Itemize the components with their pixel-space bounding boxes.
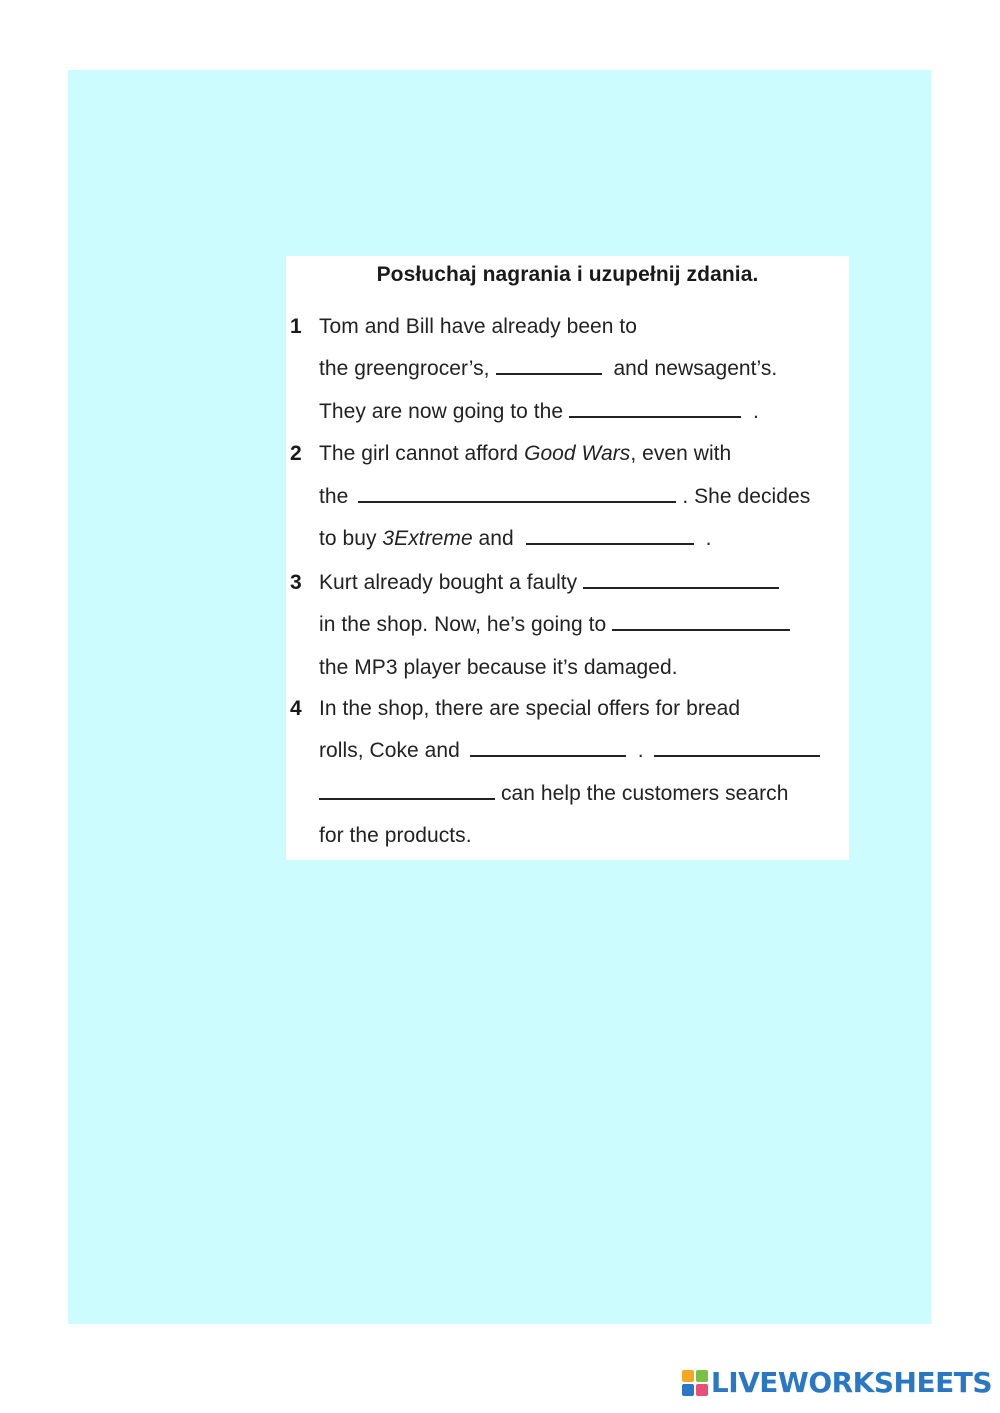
item-4-text: for the products. xyxy=(319,824,472,847)
item-2-line-1 xyxy=(319,442,731,466)
liveworksheets-logo xyxy=(682,1366,992,1399)
item-1-text: the greengrocer’s, xyxy=(319,357,490,380)
worksheet-page xyxy=(68,70,931,1324)
item-2-text: . She decides xyxy=(682,485,811,508)
item-1-text: They are now going to the xyxy=(319,400,564,423)
item-2-text: , even with xyxy=(630,442,732,465)
item-4-line-2 xyxy=(319,739,826,763)
item-2-line-2 xyxy=(319,485,810,509)
answer-blank-2a[interactable] xyxy=(358,485,676,503)
item-3-line-2 xyxy=(319,613,796,637)
item-4-text: . xyxy=(631,739,644,762)
item-2-text: . xyxy=(699,527,712,550)
item-number-1: 1 xyxy=(290,315,302,338)
item-4-line-4 xyxy=(319,824,472,848)
game-title-text: 3Extreme xyxy=(382,527,473,550)
item-2-text: The girl cannot afford xyxy=(319,442,525,465)
item-4-line-3 xyxy=(319,782,788,806)
exercise-card xyxy=(286,256,849,860)
item-3-line-1 xyxy=(319,571,785,595)
badge-tile xyxy=(682,1384,694,1396)
answer-blank-3a[interactable] xyxy=(583,571,779,589)
item-2-line-3 xyxy=(319,527,712,551)
answer-blank-4a[interactable] xyxy=(470,739,626,757)
answer-blank-1b[interactable] xyxy=(569,400,741,418)
answer-blank-1a[interactable] xyxy=(496,357,602,375)
item-1-line-2 xyxy=(319,357,777,381)
badge-tile xyxy=(696,1370,708,1382)
item-4-text: can help the customers search xyxy=(501,782,789,805)
answer-blank-4c[interactable] xyxy=(319,782,495,800)
badge-tile xyxy=(696,1384,708,1396)
answer-blank-4b[interactable] xyxy=(654,739,820,757)
item-3-text: in the shop. Now, he’s going to xyxy=(319,613,607,636)
answer-blank-2b[interactable] xyxy=(526,527,694,545)
item-3-text: Kurt already bought a faulty xyxy=(319,571,578,594)
item-3-text: the MP3 player because it’s damaged. xyxy=(319,656,678,679)
item-number-2: 2 xyxy=(290,442,302,465)
item-1-text: and newsagent’s. xyxy=(607,357,778,380)
item-2-text: and xyxy=(472,527,514,550)
item-4-line-1 xyxy=(319,697,740,721)
liveworksheets-wordmark: LIVEWORKSHEETS xyxy=(710,1366,992,1399)
liveworksheets-badge-icon xyxy=(682,1370,708,1396)
item-number-4: 4 xyxy=(290,697,302,720)
answer-blank-3b[interactable] xyxy=(612,613,790,631)
badge-tile xyxy=(682,1370,694,1382)
item-2-text: to buy xyxy=(319,527,383,550)
game-title-text: Good Wars xyxy=(524,442,631,465)
instruction-title: Posłuchaj nagrania i uzupełnij zdania. xyxy=(376,263,759,286)
item-3-line-3 xyxy=(319,656,678,680)
item-1-line-1 xyxy=(319,315,637,339)
item-1-line-3 xyxy=(319,400,759,424)
item-1-text: . xyxy=(747,400,759,423)
item-1-text: Tom and Bill have already been to xyxy=(319,315,638,338)
item-number-3: 3 xyxy=(290,571,302,594)
item-4-text: rolls, Coke and xyxy=(319,739,460,762)
item-4-text: In the shop, there are special offers for bread xyxy=(319,697,741,720)
item-2-text: the xyxy=(319,485,349,508)
